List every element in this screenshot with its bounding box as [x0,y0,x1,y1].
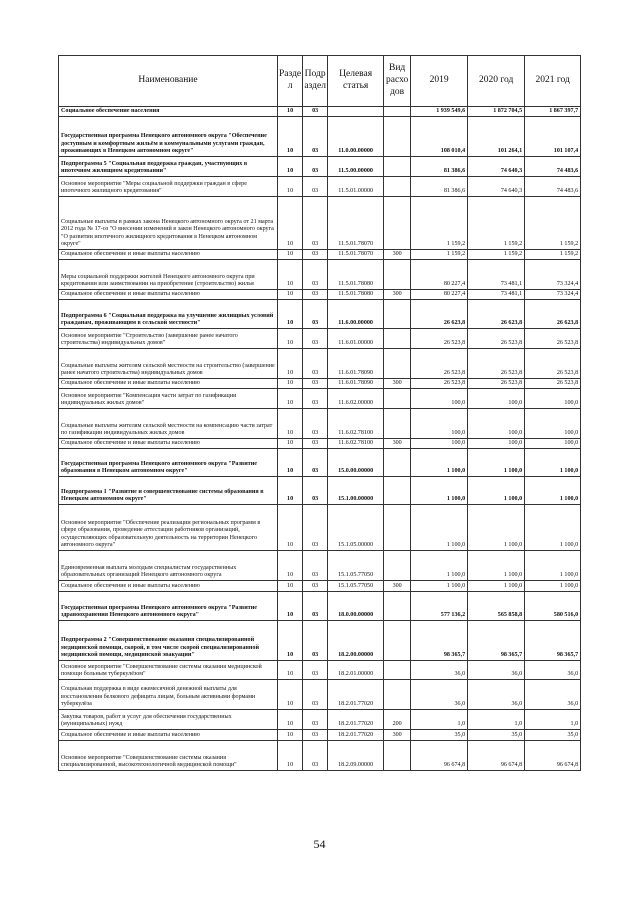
cell-2019: 1 159,2 [411,197,468,250]
cell-kind [384,329,411,349]
table-row [59,300,581,329]
cell-subsection: 03 [303,107,328,117]
cell-2021: 73 324,4 [525,260,581,290]
cell-kind [384,349,411,379]
cell-section: 10 [278,250,303,260]
cell-2019: 80 227,4 [411,260,468,290]
cell-kind [384,680,411,710]
cell-name: Основное мероприятие "Меры социальной поддержки граждан в сфере ипотечного жилищного кредитования" [59,177,278,197]
cell-2019: 1 100,0 [411,477,468,505]
table-row [59,680,581,710]
cell-target: 18.2.09.00000 [328,741,384,771]
cell-section: 10 [278,741,303,771]
cell-section: 10 [278,661,303,680]
cell-2020: 1 100,0 [468,449,525,477]
cell-2021: 35,0 [525,730,581,741]
cell-section: 10 [278,389,303,409]
cell-target: 11.5.00.00000 [328,157,384,177]
cell-section: 10 [278,177,303,197]
cell-2020: 26 523,8 [468,329,525,349]
table-row [59,710,581,730]
cell-kind [384,409,411,439]
cell-2019: 36,0 [411,680,468,710]
cell-target [328,107,384,117]
table-row [59,439,581,449]
cell-2019: 26 523,8 [411,379,468,389]
cell-target: 15.1.00.00000 [328,477,384,505]
cell-2020: 73 481,1 [468,260,525,290]
cell-2020: 100,0 [468,409,525,439]
cell-target: 18.2.00.00000 [328,621,384,661]
cell-2019: 26 523,8 [411,349,468,379]
cell-2021: 1 100,0 [525,581,581,592]
col-header-2019: 2019 [411,56,468,107]
page-number: 54 [313,837,326,851]
table-header-row [59,56,581,107]
cell-section: 10 [278,197,303,250]
cell-2021: 1 100,0 [525,505,581,551]
cell-2020: 1 159,2 [468,197,525,250]
cell-2021: 96 674,8 [525,741,581,771]
cell-subsection: 03 [303,177,328,197]
cell-section: 10 [278,117,303,157]
cell-subsection: 03 [303,290,328,300]
cell-2019: 35,0 [411,730,468,741]
cell-2021: 26 623,8 [525,300,581,329]
budget-table [58,55,581,771]
cell-2020: 100,0 [468,439,525,449]
cell-2021: 26 523,8 [525,349,581,379]
cell-2020: 1 100,0 [468,581,525,592]
cell-2021: 100,0 [525,439,581,449]
cell-target: 15.1.05.77050 [328,551,384,581]
cell-2021: 100,0 [525,409,581,439]
cell-2019: 1 100,0 [411,581,468,592]
table-row [59,260,581,290]
cell-subsection: 03 [303,505,328,551]
table-row [59,661,581,680]
cell-subsection: 03 [303,477,328,505]
cell-name: Социальные выплаты жителям сельской местности на компенсацию части затрат по газификации индивидуальных жилых домов [59,409,278,439]
cell-name: Основное мероприятие "Компенсация части затрат по газификации индивидуальных жилых домов" [59,389,278,409]
cell-section: 10 [278,730,303,741]
table-row [59,592,581,621]
cell-kind [384,477,411,505]
cell-2019: 1 100,0 [411,449,468,477]
cell-2021: 26 523,8 [525,379,581,389]
cell-subsection: 03 [303,409,328,439]
cell-section: 10 [278,409,303,439]
cell-subsection: 03 [303,710,328,730]
cell-kind [384,300,411,329]
cell-target: 18.2.01.77020 [328,730,384,741]
cell-2019: 108 010,4 [411,117,468,157]
cell-target: 11.0.00.00000 [328,117,384,157]
cell-2020: 96 674,8 [468,741,525,771]
cell-name: Социальная поддержка в виде ежемесячной денежной выплаты для восстановления белкового дефицита лицам, больным активными формами туберкулёза [59,680,278,710]
cell-subsection: 03 [303,730,328,741]
cell-2019: 26 523,8 [411,329,468,349]
cell-2021: 101 107,4 [525,117,581,157]
cell-name: Социальное обеспечение и иные выплаты населению [59,290,278,300]
cell-2019: 80 227,4 [411,290,468,300]
cell-2020: 1 100,0 [468,505,525,551]
cell-name: Подпрограмма 2 "Совершенствование оказания специализированной медицинской помощи, скорой, в том числе скорой специализированной медицинской помощи, медицинской эвакуации" [59,621,278,661]
cell-subsection: 03 [303,260,328,290]
cell-kind [384,260,411,290]
cell-section: 10 [278,449,303,477]
cell-2021: 580 516,0 [525,592,581,621]
cell-2020: 26 523,8 [468,349,525,379]
cell-2021: 98 365,7 [525,621,581,661]
cell-2021: 1 159,2 [525,250,581,260]
cell-2019: 98 365,7 [411,621,468,661]
cell-name: Социальное обеспечение и иные выплаты населению [59,581,278,592]
cell-subsection: 03 [303,581,328,592]
cell-name: Государственная программа Ненецкого автономного округа "Развитие образования в Ненецком автономном округе" [59,449,278,477]
table-row [59,551,581,581]
cell-2021: 74 483,6 [525,177,581,197]
table-row [59,107,581,117]
cell-section: 10 [278,157,303,177]
cell-kind: 300 [384,581,411,592]
cell-2020: 1 159,2 [468,250,525,260]
cell-name: Меры социальной поддержки жителей Ненецкого автономного округа при кредитовании или заимствовании на приобретение (строительство) жилья [59,260,278,290]
cell-2019: 1,0 [411,710,468,730]
cell-2020: 35,0 [468,730,525,741]
cell-name: Основное мероприятие "Совершенствование системы оказания специализированной, высокотехнологичной медицинской помощи" [59,741,278,771]
cell-2020: 1 100,0 [468,551,525,581]
col-header-2020: 2020 год [468,56,525,107]
cell-2020: 100,0 [468,389,525,409]
cell-2021: 36,0 [525,680,581,710]
cell-name: Социальное обеспечение и иные выплаты населению [59,250,278,260]
col-header-2021: 2021 год [525,56,581,107]
cell-name: Основное мероприятие "Обеспечение реализации региональных программ в сфере образования, проведение аттестации работников организаций, осуществляющих образовательную деятельность на территории Ненецкого автономного округа" [59,505,278,551]
table-row [59,621,581,661]
cell-section: 10 [278,379,303,389]
cell-2020: 74 640,3 [468,157,525,177]
table-row [59,349,581,379]
cell-target: 11.6.01.00000 [328,329,384,349]
cell-name: Подпрограмма 6 "Социальная поддержка на улучшение жилищных условий гражданам, проживающим в сельской местности" [59,300,278,329]
cell-2019: 1 100,0 [411,551,468,581]
cell-kind [384,197,411,250]
cell-2021: 1 159,2 [525,197,581,250]
cell-2020: 74 640,3 [468,177,525,197]
cell-kind: 200 [384,710,411,730]
cell-2019: 96 674,8 [411,741,468,771]
cell-target: 18.0.00.00000 [328,592,384,621]
cell-target: 18.2.01.00000 [328,661,384,680]
cell-2021: 1,0 [525,710,581,730]
cell-subsection: 03 [303,117,328,157]
cell-2021: 74 483,6 [525,157,581,177]
cell-subsection: 03 [303,741,328,771]
cell-section: 10 [278,290,303,300]
cell-target: 11.6.00.00000 [328,300,384,329]
cell-subsection: 03 [303,621,328,661]
cell-subsection: 03 [303,592,328,621]
cell-2019: 81 386,6 [411,177,468,197]
cell-subsection: 03 [303,439,328,449]
cell-subsection: 03 [303,551,328,581]
cell-name: Социальное обеспечение и иные выплаты населению [59,730,278,741]
cell-kind [384,389,411,409]
col-header-name: Наименование [59,56,278,107]
cell-section: 10 [278,477,303,505]
cell-2019: 81 386,6 [411,157,468,177]
cell-subsection: 03 [303,157,328,177]
cell-subsection: 03 [303,449,328,477]
cell-2021: 36,0 [525,661,581,680]
col-header-kind: Вид расхо дов [384,56,411,107]
cell-2019: 100,0 [411,409,468,439]
cell-2021: 1 100,0 [525,449,581,477]
cell-section: 10 [278,551,303,581]
cell-name: Государственная программа Ненецкого автономного округа "Обеспечение доступным и комфортным жильём и коммунальными услугами граждан, проживающих в Ненецком автономном округе" [59,117,278,157]
table-row [59,117,581,157]
cell-kind [384,592,411,621]
cell-kind [384,741,411,771]
cell-target: 11.5.01.78070 [328,250,384,260]
cell-kind [384,551,411,581]
cell-section: 10 [278,329,303,349]
cell-2021: 26 523,8 [525,329,581,349]
cell-2020: 26 523,8 [468,379,525,389]
cell-target: 11.5.01.00000 [328,177,384,197]
table-row [59,505,581,551]
col-header-section: Разде л [278,56,303,107]
cell-section: 10 [278,621,303,661]
table-row [59,197,581,250]
cell-2019: 577 136,2 [411,592,468,621]
cell-section: 10 [278,710,303,730]
cell-2019: 100,0 [411,439,468,449]
table-row [59,157,581,177]
cell-2021: 1 100,0 [525,477,581,505]
cell-target: 11.6.01.78090 [328,349,384,379]
cell-section: 10 [278,349,303,379]
cell-target: 15.1.05.77050 [328,581,384,592]
cell-name: Единовременная выплата молодым специалистам государственных образовательных организаций Ненецкого автономного округа [59,551,278,581]
table-row [59,250,581,260]
cell-2019: 36,0 [411,661,468,680]
cell-kind [384,157,411,177]
table-body [59,107,581,771]
cell-section: 10 [278,260,303,290]
cell-section: 10 [278,505,303,551]
cell-2019: 1 939 549,6 [411,107,468,117]
cell-2020: 36,0 [468,661,525,680]
cell-kind [384,177,411,197]
cell-2020: 565 858,8 [468,592,525,621]
cell-2020: 26 623,8 [468,300,525,329]
cell-2021: 100,0 [525,389,581,409]
table-row [59,741,581,771]
cell-2020: 73 481,1 [468,290,525,300]
cell-target: 15.1.05.00000 [328,505,384,551]
cell-kind [384,505,411,551]
cell-name: Социальное обеспечение населения [59,107,278,117]
table-row [59,581,581,592]
cell-2021: 73 324,4 [525,290,581,300]
cell-target: 11.6.02.00000 [328,389,384,409]
cell-subsection: 03 [303,250,328,260]
cell-name: Закупка товаров, работ и услуг для обеспечения государственных (муниципальных) нужд [59,710,278,730]
cell-name: Социальные выплаты в рамках закона Ненецкого автономного округа от 21 марта 2012 года № 17-оз "О внесении изменений в закон Ненецкого автономного округа "О развитии ипотечного жилищного кредитования в Ненецком автономном округе" [59,197,278,250]
cell-target: 11.5.01.78070 [328,197,384,250]
cell-2021: 1 867 397,7 [525,107,581,117]
cell-target: 11.6.02.78100 [328,439,384,449]
table-row [59,329,581,349]
table-row [59,409,581,439]
cell-subsection: 03 [303,300,328,329]
cell-kind: 300 [384,290,411,300]
cell-2019: 1 159,2 [411,250,468,260]
cell-name: Подпрограмма 5 "Социальная поддержка граждан, участвующих в ипотечном жилищном кредитовании" [59,157,278,177]
cell-name: Основное мероприятие "Строительство (завершение ранее начатого строительства) индивидуальных домов" [59,329,278,349]
cell-name: Социальное обеспечение и иные выплаты населению [59,379,278,389]
table-row [59,730,581,741]
cell-section: 10 [278,300,303,329]
cell-subsection: 03 [303,389,328,409]
cell-2020: 1 872 704,5 [468,107,525,117]
cell-subsection: 03 [303,197,328,250]
cell-kind [384,621,411,661]
cell-kind [384,117,411,157]
cell-target: 18.2.01.77020 [328,710,384,730]
cell-section: 10 [278,107,303,117]
cell-2019: 26 623,8 [411,300,468,329]
cell-name: Государственная программа Ненецкого автономного округа "Развитие здравоохранения Ненецкого автономного округа" [59,592,278,621]
cell-2020: 36,0 [468,680,525,710]
cell-section: 10 [278,680,303,710]
cell-kind [384,107,411,117]
table-row [59,477,581,505]
cell-2020: 1,0 [468,710,525,730]
cell-2020: 98 365,7 [468,621,525,661]
cell-section: 10 [278,439,303,449]
cell-kind [384,449,411,477]
table-row [59,177,581,197]
cell-target: 15.0.00.00000 [328,449,384,477]
table-row [59,290,581,300]
cell-target: 11.6.01.78090 [328,379,384,389]
cell-name: Социальные выплаты жителям сельской местности на строительство (завершение ранее начатого строительства) индивидуальных домов [59,349,278,379]
cell-kind: 300 [384,730,411,741]
cell-subsection: 03 [303,661,328,680]
cell-target: 11.5.01.78080 [328,290,384,300]
col-header-target: Целевая статья [328,56,384,107]
cell-subsection: 03 [303,329,328,349]
cell-2019: 1 100,0 [411,505,468,551]
cell-subsection: 03 [303,349,328,379]
cell-section: 10 [278,581,303,592]
cell-2020: 101 264,1 [468,117,525,157]
cell-subsection: 03 [303,680,328,710]
table-row [59,389,581,409]
cell-subsection: 03 [303,379,328,389]
cell-target: 18.2.01.77020 [328,680,384,710]
col-header-subsection: Подр аздел [303,56,328,107]
cell-name: Подпрограмма 1 "Развитие и совершенствование системы образования в Ненецком автономном округе" [59,477,278,505]
cell-kind: 300 [384,250,411,260]
cell-section: 10 [278,592,303,621]
cell-2020: 1 100,0 [468,477,525,505]
cell-target: 11.6.02.78100 [328,409,384,439]
cell-target: 11.5.01.78080 [328,260,384,290]
cell-kind: 300 [384,379,411,389]
table-row [59,449,581,477]
cell-kind: 300 [384,439,411,449]
cell-name: Основное мероприятие "Совершенствование системы оказания медицинской помощи больным туберкулёзом" [59,661,278,680]
cell-2021: 1 100,0 [525,551,581,581]
table-row [59,379,581,389]
cell-name: Социальное обеспечение и иные выплаты населению [59,439,278,449]
cell-kind [384,661,411,680]
cell-2019: 100,0 [411,389,468,409]
